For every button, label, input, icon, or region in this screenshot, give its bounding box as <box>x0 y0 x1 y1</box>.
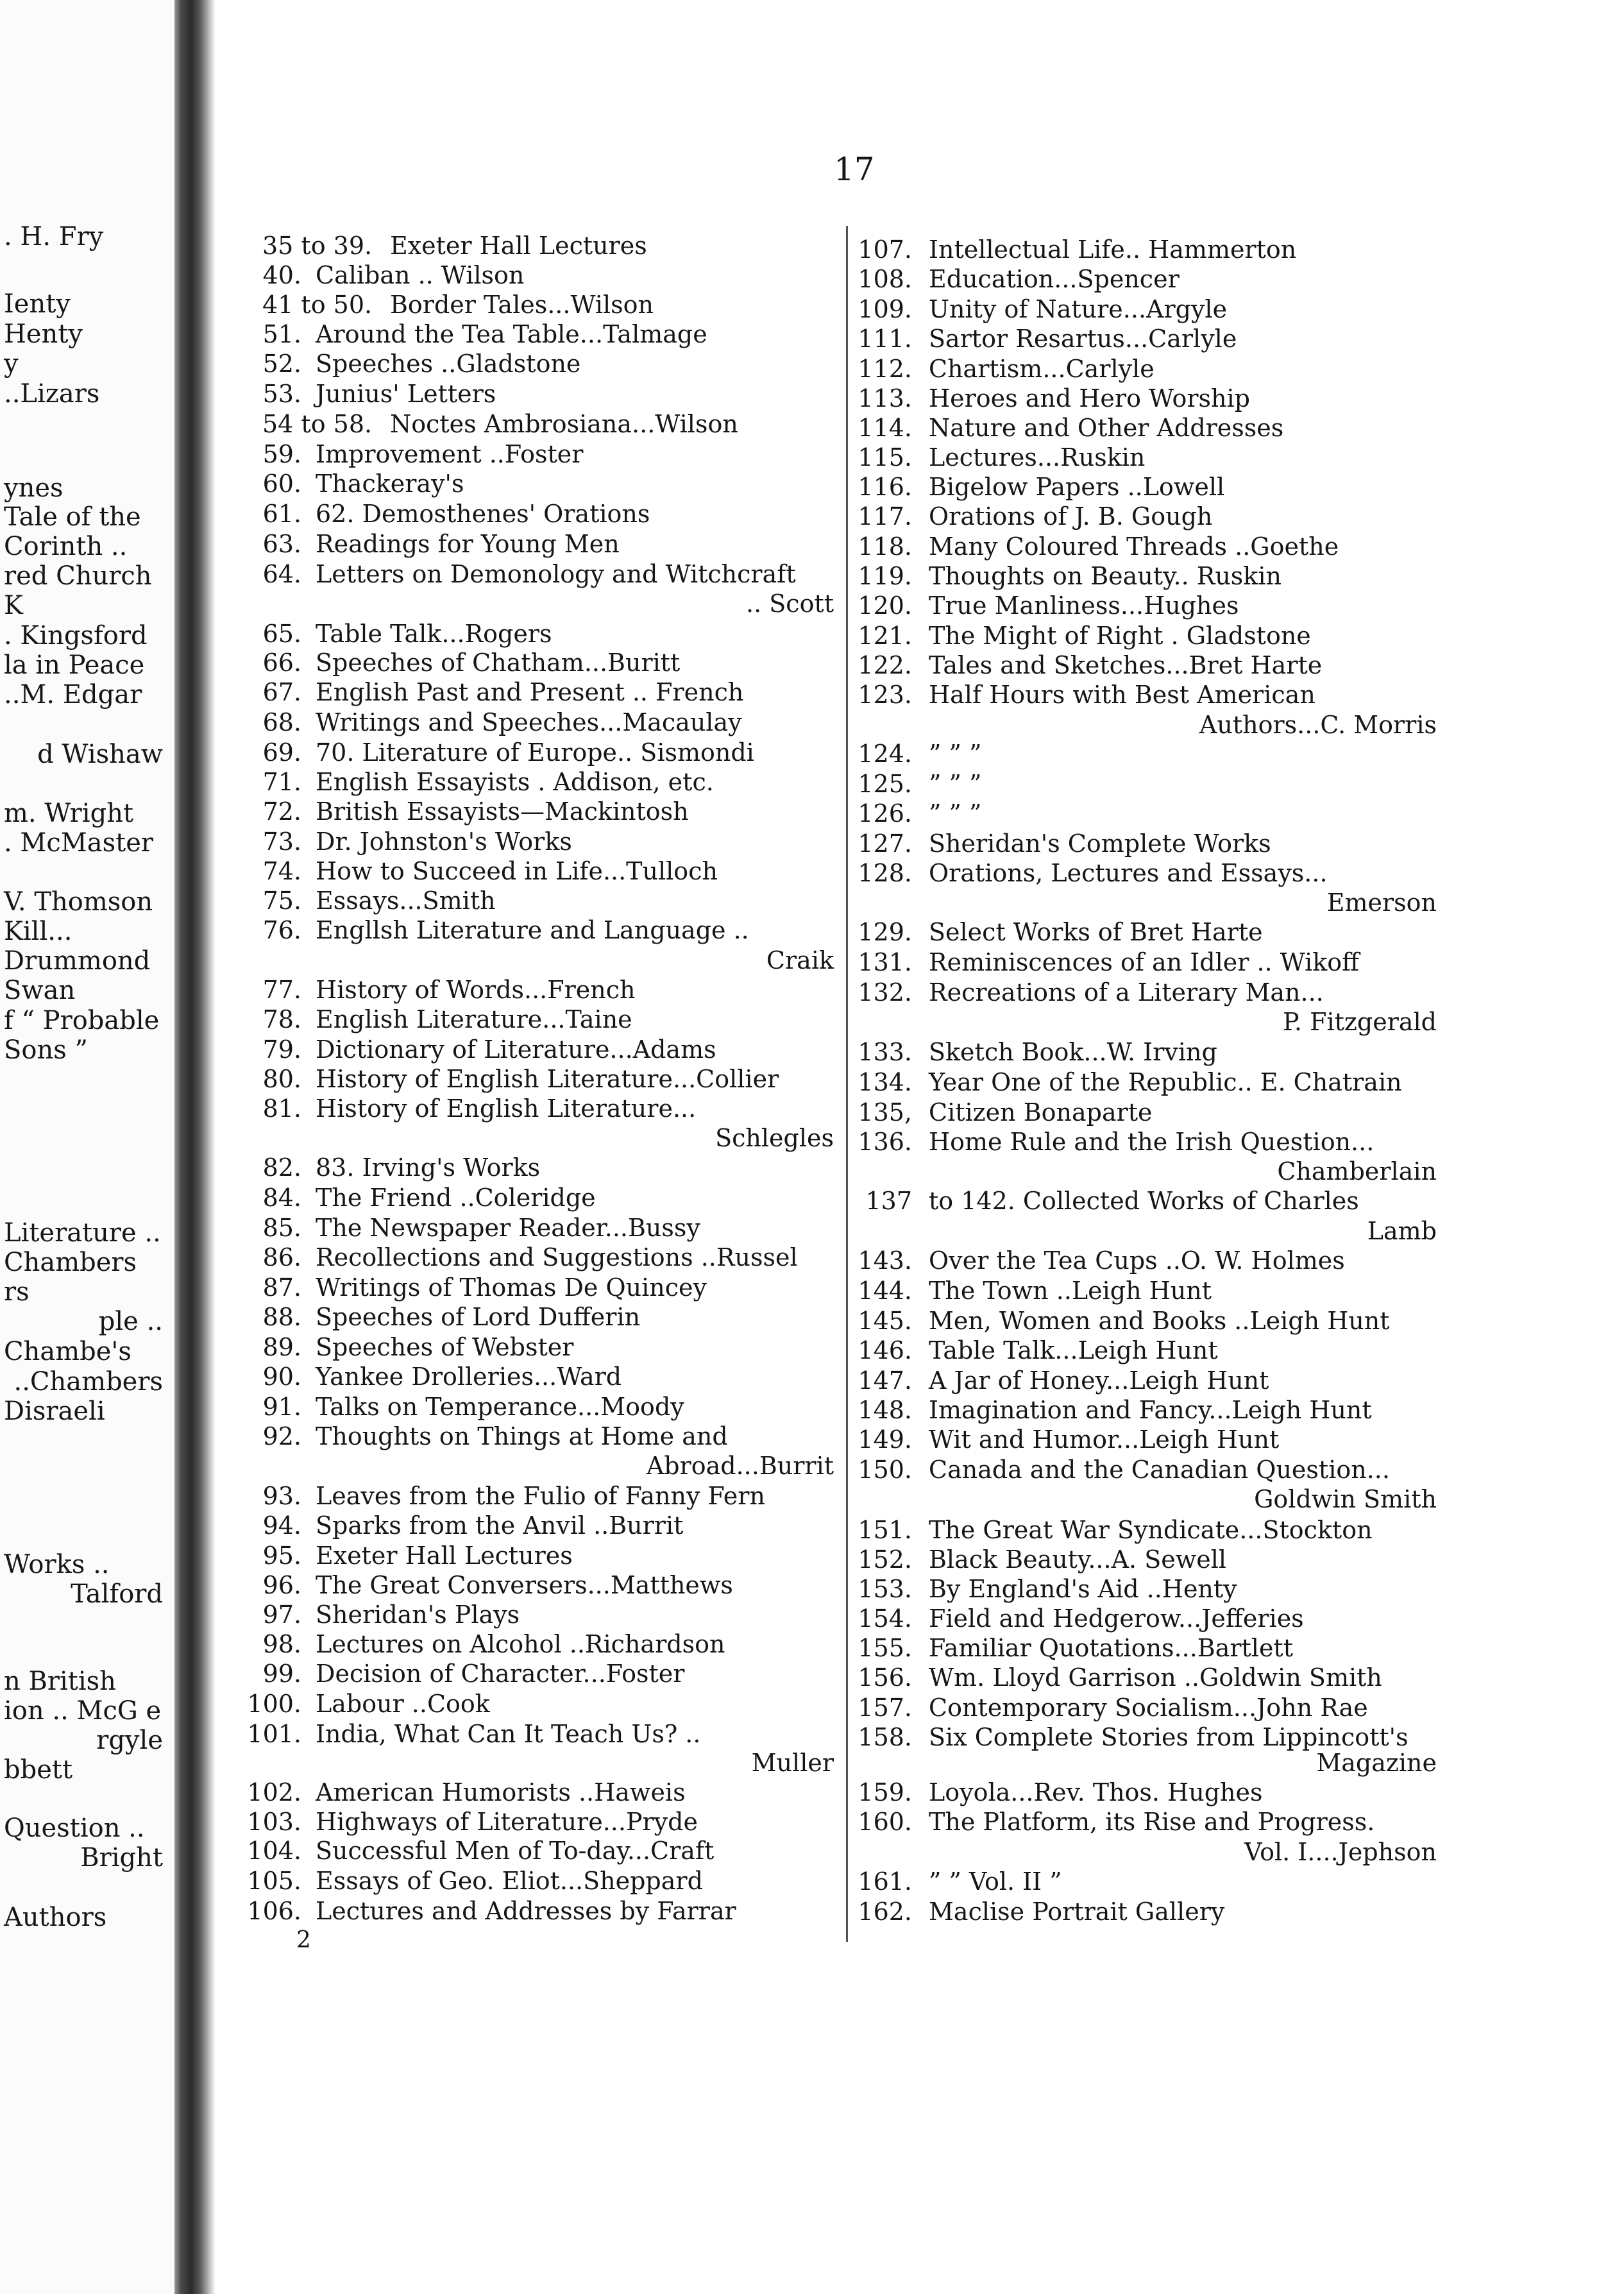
entry-title: Year One of the Republic.. E. Chatrain <box>929 1068 1402 1096</box>
prev-page-text: . H. Fry <box>4 222 104 251</box>
entry-title: to 142. Collected Works of Charles <box>929 1187 1359 1215</box>
entry-title: Speeches ..Gladstone <box>316 350 581 378</box>
entry-number: 136. <box>858 1128 912 1156</box>
prev-page-text: la in Peace <box>4 650 145 680</box>
entry-title: Sparks from the Anvil ..Burrit <box>316 1511 684 1540</box>
entry-number: 89. <box>262 1333 301 1361</box>
entry-number: 94. <box>262 1511 301 1540</box>
entry-title: Select Works of Bret Harte <box>929 918 1263 946</box>
entry-number: 75. <box>262 887 301 915</box>
entry-number: 111. <box>858 325 912 353</box>
entry-continuation: Chamberlain <box>1277 1157 1437 1185</box>
entry-title: British Essayists—Mackintosh <box>316 797 689 826</box>
entry-title: True Manliness...Hughes <box>929 591 1239 620</box>
entry-title: The Great Conversers...Matthews <box>316 1571 733 1599</box>
entry-number: 59. <box>262 440 301 468</box>
entry-title: Half Hours with Best American <box>929 681 1315 709</box>
entry-number: 126. <box>858 799 912 828</box>
entry-title: Sketch Book...W. Irving <box>929 1038 1217 1066</box>
entry-number: 67. <box>262 678 301 706</box>
prev-page-text: ion .. McG e <box>4 1696 162 1726</box>
entry-continuation: Authors...C. Morris <box>1199 711 1437 739</box>
entry-title: Table Talk...Rogers <box>316 620 552 648</box>
entry-title: Bigelow Papers ..Lowell <box>929 473 1225 501</box>
page-number: 17 <box>834 151 875 188</box>
entry-title: ” ” ” <box>929 740 982 768</box>
entry-number: 41 to 50. <box>262 291 373 319</box>
entry-title: India, What Can It Teach Us? .. <box>316 1720 701 1748</box>
entry-number: 101. <box>247 1720 301 1748</box>
prev-page-text: Swan <box>4 976 76 1005</box>
entry-number: 156. <box>858 1663 912 1692</box>
prev-page-text: Chambers <box>4 1248 137 1277</box>
entry-number: 116. <box>858 473 912 501</box>
entry-number: 127. <box>858 829 912 858</box>
entry-number: 40. <box>262 261 301 289</box>
entry-number: 151. <box>858 1516 912 1544</box>
entry-number: 103. <box>247 1808 301 1836</box>
entry-title: Lectures on Alcohol ..Richardson <box>316 1630 725 1658</box>
prev-page-text: Talford <box>71 1579 163 1609</box>
prev-page-text: rgyle <box>96 1726 163 1755</box>
prev-page-text: Sons ” <box>4 1035 88 1065</box>
entry-number: 98. <box>262 1630 301 1658</box>
entry-title: Sheridan's Complete Works <box>929 829 1271 858</box>
entry-number: 113. <box>858 384 912 412</box>
entry-title: Engllsh Literature and Language .. <box>316 916 749 944</box>
entry-title: Contemporary Socialism...John Rae <box>929 1694 1368 1722</box>
entry-number: 63. <box>262 530 301 558</box>
entry-continuation: Magazine <box>1316 1749 1437 1777</box>
entry-number: 134. <box>858 1068 912 1096</box>
entry-number: 51. <box>262 320 301 348</box>
entry-title: Field and Hedgerow...Jefferies <box>929 1604 1304 1633</box>
entry-number: 133. <box>858 1038 912 1066</box>
entry-continuation: Abroad...Burrit <box>646 1452 834 1480</box>
entry-title: Reminiscences of an Idler .. Wikoff <box>929 948 1360 976</box>
entry-number: 53. <box>262 380 301 408</box>
entry-number: 158. <box>858 1723 912 1751</box>
prev-page-text: . McMaster <box>4 828 153 858</box>
entry-number: 123. <box>858 681 912 709</box>
entry-number: 61. <box>262 500 301 528</box>
entry-title: American Humorists ..Haweis <box>316 1778 686 1806</box>
entry-title: The Platform, its Rise and Progress. <box>929 1808 1375 1836</box>
entry-number: 93. <box>262 1482 301 1510</box>
entry-number: 74. <box>262 857 301 885</box>
entry-continuation: Goldwin Smith <box>1254 1485 1437 1513</box>
entry-number: 128. <box>858 859 912 887</box>
entry-number: 157. <box>858 1694 912 1722</box>
entry-title: Leaves from the Fulio of Fanny Fern <box>316 1482 765 1510</box>
entry-number: 71. <box>262 768 301 796</box>
entry-number: 121. <box>858 622 912 650</box>
prev-page-text: K <box>4 591 23 620</box>
prev-page-text: Tale of the <box>4 502 141 532</box>
entry-number: 109. <box>858 295 912 323</box>
entry-title: Essays of Geo. Eliot...Sheppard <box>316 1867 703 1895</box>
entry-title: Talks on Temperance...Moody <box>316 1393 684 1421</box>
prev-page-text: Drummond <box>4 946 151 976</box>
prev-page-text: Question .. <box>4 1814 145 1843</box>
entry-title: Dr. Johnston's Works <box>316 828 572 856</box>
entry-title: Canada and the Canadian Question... <box>929 1456 1390 1484</box>
entry-title: 62. Demosthenes' Orations <box>316 500 650 528</box>
entry-title: Junius' Letters <box>316 380 496 408</box>
entry-title: Thoughts on Things at Home and <box>316 1422 728 1450</box>
entry-number: 99. <box>262 1660 301 1688</box>
prev-page-text: ple .. <box>98 1307 163 1336</box>
entry-number: 65. <box>262 620 301 648</box>
prev-page-text: Henty <box>4 319 83 349</box>
entry-title: Yankee Drolleries...Ward <box>316 1363 622 1391</box>
entry-title: Noctes Ambrosiana...Wilson <box>390 410 738 438</box>
entry-title: Border Tales...Wilson <box>390 291 654 319</box>
prev-page-text: Chambe's <box>4 1337 131 1366</box>
entry-title: A Jar of Honey...Leigh Hunt <box>929 1366 1269 1395</box>
entry-title: The Great War Syndicate...Stockton <box>929 1516 1373 1544</box>
entry-title: Thoughts on Beauty.. Ruskin <box>929 562 1281 590</box>
entry-number: 92. <box>262 1422 301 1450</box>
entry-title: Familiar Quotations...Bartlett <box>929 1634 1293 1662</box>
entry-number: 125. <box>858 770 912 798</box>
entry-number: 159. <box>858 1778 912 1806</box>
entry-title: Orations of J. B. Gough <box>929 502 1213 531</box>
entry-title: Around the Tea Table...Talmage <box>316 320 707 348</box>
entry-number: 54 to 58. <box>262 410 373 438</box>
entry-title: Writings and Speeches...Macaulay <box>316 708 742 736</box>
entry-title: Many Coloured Threads ..Goethe <box>929 532 1339 561</box>
entry-title: ” ” ” <box>929 770 982 798</box>
entry-number: 86. <box>262 1243 301 1271</box>
prev-page-text: ynes <box>4 473 63 503</box>
entry-continuation: Emerson <box>1326 888 1437 917</box>
entry-title: Men, Women and Books ..Leigh Hunt <box>929 1307 1390 1335</box>
entry-title: Exeter Hall Lectures <box>316 1542 573 1570</box>
entry-number: 115. <box>858 443 912 472</box>
entry-number: 118. <box>858 532 912 561</box>
entry-number: 78. <box>262 1005 301 1033</box>
entry-title: Sheridan's Plays <box>316 1601 520 1629</box>
prev-page-text: Ienty <box>4 289 71 319</box>
entry-title: Imagination and Fancy...Leigh Hunt <box>929 1396 1372 1424</box>
entry-title: ” ” Vol. II ” <box>929 1867 1062 1896</box>
entry-title: Essays...Smith <box>316 887 496 915</box>
entry-number: 91. <box>262 1393 301 1421</box>
entry-number: 149. <box>858 1425 912 1454</box>
entry-title: History of English Literature... <box>316 1094 697 1123</box>
entry-title: Citizen Bonaparte <box>929 1098 1153 1126</box>
prev-page-text: Bright <box>80 1843 163 1873</box>
prev-page-text: bbett <box>4 1755 73 1785</box>
entry-title: Education...Spencer <box>929 265 1180 293</box>
entry-number: 132. <box>858 978 912 1007</box>
entry-number: 102. <box>247 1778 301 1806</box>
entry-number: 81. <box>262 1094 301 1123</box>
entry-title: Orations, Lectures and Essays... <box>929 859 1328 887</box>
entry-title: How to Succeed in Life...Tulloch <box>316 857 718 885</box>
entry-number: 96. <box>262 1571 301 1599</box>
entry-continuation: .. Scott <box>746 590 834 618</box>
entry-number: 146. <box>858 1336 912 1364</box>
entry-continuation: Vol. I....Jephson <box>1244 1838 1437 1866</box>
entry-title: Successful Men of To-day...Craft <box>316 1837 715 1865</box>
entry-title: Decision of Character...Foster <box>316 1660 685 1688</box>
entry-number: 95. <box>262 1542 301 1570</box>
entry-number: 124. <box>858 740 912 768</box>
entry-title: Tales and Sketches...Bret Harte <box>929 651 1323 679</box>
entry-number: 148. <box>858 1396 912 1424</box>
entry-title: English Literature...Taine <box>316 1005 632 1033</box>
entry-number: 131. <box>858 948 912 976</box>
entry-number: 35 to 39. <box>262 232 373 260</box>
entry-number: 64. <box>262 560 301 588</box>
entry-number: 79. <box>262 1035 301 1064</box>
prev-page-text: m. Wright <box>4 799 134 828</box>
entry-number: 152. <box>858 1545 912 1574</box>
entry-number: 114. <box>858 414 912 442</box>
entry-title: ” ” ” <box>929 799 982 828</box>
entry-number: 104. <box>247 1837 301 1865</box>
entry-number: 120. <box>858 591 912 620</box>
prev-page-text: V. Thomson <box>4 887 153 917</box>
entry-number: 90. <box>262 1363 301 1391</box>
prev-page-text: Literature .. <box>4 1218 161 1248</box>
entry-number: 80. <box>262 1065 301 1093</box>
entry-title: Over the Tea Cups ..O. W. Holmes <box>929 1246 1345 1275</box>
entry-number: 77. <box>262 976 301 1004</box>
entry-title: Loyola...Rev. Thos. Hughes <box>929 1778 1263 1806</box>
prev-page-text: Kill... <box>4 917 72 946</box>
entry-title: Thackeray's <box>316 470 464 498</box>
prev-page-text: . Kingsford <box>4 621 148 650</box>
entry-title: Intellectual Life.. Hammerton <box>929 235 1297 264</box>
entry-number: 119. <box>858 562 912 590</box>
entry-number: 82. <box>262 1153 301 1182</box>
book-gutter <box>174 0 216 2294</box>
entry-title: The Town ..Leigh Hunt <box>929 1277 1212 1305</box>
entry-title: Nature and Other Addresses <box>929 414 1284 442</box>
entry-number: 137 <box>865 1187 912 1215</box>
entry-title: Recreations of a Literary Man... <box>929 978 1324 1007</box>
entry-title: Table Talk...Leigh Hunt <box>929 1336 1218 1364</box>
prev-page-text: y <box>4 349 19 378</box>
entry-number: 112. <box>858 355 912 383</box>
entry-title: Letters on Demonology and Witchcraft <box>316 560 796 588</box>
entry-title: Lectures and Addresses by Farrar <box>316 1897 736 1925</box>
entry-title: Wm. Lloyd Garrison ..Goldwin Smith <box>929 1663 1382 1692</box>
entry-title: The Friend ..Coleridge <box>316 1184 596 1212</box>
signature-mark: 2 <box>296 1927 311 1953</box>
prev-page-text: rs <box>4 1277 30 1307</box>
entry-number: 73. <box>262 828 301 856</box>
entry-number: 135, <box>858 1098 912 1126</box>
entry-title: History of Words...French <box>316 976 636 1004</box>
entry-continuation: P. Fitzgerald <box>1283 1008 1437 1036</box>
prev-page-text: Disraeli <box>4 1397 105 1426</box>
entry-number: 52. <box>262 350 301 378</box>
entry-title: Writings of Thomas De Quincey <box>316 1273 707 1302</box>
entry-number: 150. <box>858 1456 912 1484</box>
entry-title: Wit and Humor...Leigh Hunt <box>929 1425 1280 1454</box>
entry-number: 108. <box>858 265 912 293</box>
prev-page-text: ..Lizars <box>4 379 100 409</box>
entry-number: 145. <box>858 1307 912 1335</box>
prev-page-text: Corinth .. <box>4 532 128 561</box>
prev-page-text: ..Chambers <box>13 1367 163 1397</box>
entry-continuation: Muller <box>751 1749 834 1777</box>
entry-number: 117. <box>858 502 912 531</box>
entry-number: 106. <box>247 1897 301 1925</box>
entry-number: 147. <box>858 1366 912 1395</box>
entry-title: Black Beauty...A. Sewell <box>929 1545 1227 1574</box>
entry-continuation: Schlegles <box>715 1124 834 1152</box>
previous-page-fragment <box>0 0 174 2294</box>
entry-number: 162. <box>858 1898 912 1926</box>
entry-number: 122. <box>858 651 912 679</box>
entry-title: English Essayists . Addison, etc. <box>316 768 714 796</box>
entry-number: 69. <box>262 738 301 767</box>
entry-title: Exeter Hall Lectures <box>390 232 647 260</box>
entry-title: 70. Literature of Europe.. Sismondi <box>316 738 754 767</box>
entry-title: By England's Aid ..Henty <box>929 1575 1237 1603</box>
prev-page-text: Works .. <box>4 1550 110 1579</box>
entry-title: Heroes and Hero Worship <box>929 384 1250 412</box>
entry-title: Improvement ..Foster <box>316 440 584 468</box>
entry-title: Home Rule and the Irish Question... <box>929 1128 1374 1156</box>
entry-title: History of English Literature...Collier <box>316 1065 779 1093</box>
entry-number: 68. <box>262 708 301 736</box>
entry-title: Dictionary of Literature...Adams <box>316 1035 716 1064</box>
entry-number: 84. <box>262 1184 301 1212</box>
entry-title: 83. Irving's Works <box>316 1153 541 1182</box>
entry-number: 87. <box>262 1273 301 1302</box>
entry-title: Readings for Young Men <box>316 530 620 558</box>
entry-title: Chartism...Carlyle <box>929 355 1155 383</box>
entry-title: Caliban .. Wilson <box>316 261 525 289</box>
entry-title: Unity of Nature...Argyle <box>929 295 1228 323</box>
prev-page-text: Authors <box>4 1903 107 1932</box>
entry-continuation: Lamb <box>1367 1217 1437 1245</box>
entry-number: 129. <box>858 918 912 946</box>
entry-title: Maclise Portrait Gallery <box>929 1898 1225 1926</box>
entry-title: Labour ..Cook <box>316 1690 490 1718</box>
entry-number: 66. <box>262 649 301 677</box>
column-divider <box>846 226 848 1942</box>
entry-number: 85. <box>262 1214 301 1242</box>
entry-title: Highways of Literature...Pryde <box>316 1808 698 1836</box>
entry-title: Recollections and Suggestions ..Russel <box>316 1243 798 1271</box>
entry-title: Lectures...Ruskin <box>929 443 1146 472</box>
prev-page-text: ..M. Edgar <box>4 680 142 709</box>
entry-number: 144. <box>858 1277 912 1305</box>
entry-title: Speeches of Chatham...Buritt <box>316 649 681 677</box>
prev-page-text: red Church <box>4 561 152 591</box>
entry-number: 60. <box>262 470 301 498</box>
entry-title: Sartor Resartus...Carlyle <box>929 325 1237 353</box>
entry-title: Speeches of Lord Dufferin <box>316 1303 641 1331</box>
entry-number: 72. <box>262 797 301 826</box>
entry-title: Speeches of Webster <box>316 1333 574 1361</box>
entry-number: 155. <box>858 1634 912 1662</box>
entry-number: 161. <box>858 1867 912 1896</box>
entry-continuation: Craik <box>766 946 834 974</box>
entry-number: 154. <box>858 1604 912 1633</box>
entry-title: The Newspaper Reader...Bussy <box>316 1214 700 1242</box>
entry-number: 107. <box>858 235 912 264</box>
entry-number: 76. <box>262 916 301 944</box>
entry-number: 88. <box>262 1303 301 1331</box>
entry-title: English Past and Present .. French <box>316 678 744 706</box>
prev-page-text: d Wishaw <box>37 740 163 769</box>
entry-title: The Might of Right . Gladstone <box>929 622 1311 650</box>
entry-number: 153. <box>858 1575 912 1603</box>
entry-title: Six Complete Stories from Lippincott's <box>929 1723 1408 1751</box>
entry-number: 160. <box>858 1808 912 1836</box>
entry-number: 143. <box>858 1246 912 1275</box>
prev-page-text: f “ Probable <box>4 1006 160 1035</box>
entry-number: 97. <box>262 1601 301 1629</box>
entry-number: 105. <box>247 1867 301 1895</box>
prev-page-text: n British <box>4 1667 116 1696</box>
entry-number: 100. <box>247 1690 301 1718</box>
